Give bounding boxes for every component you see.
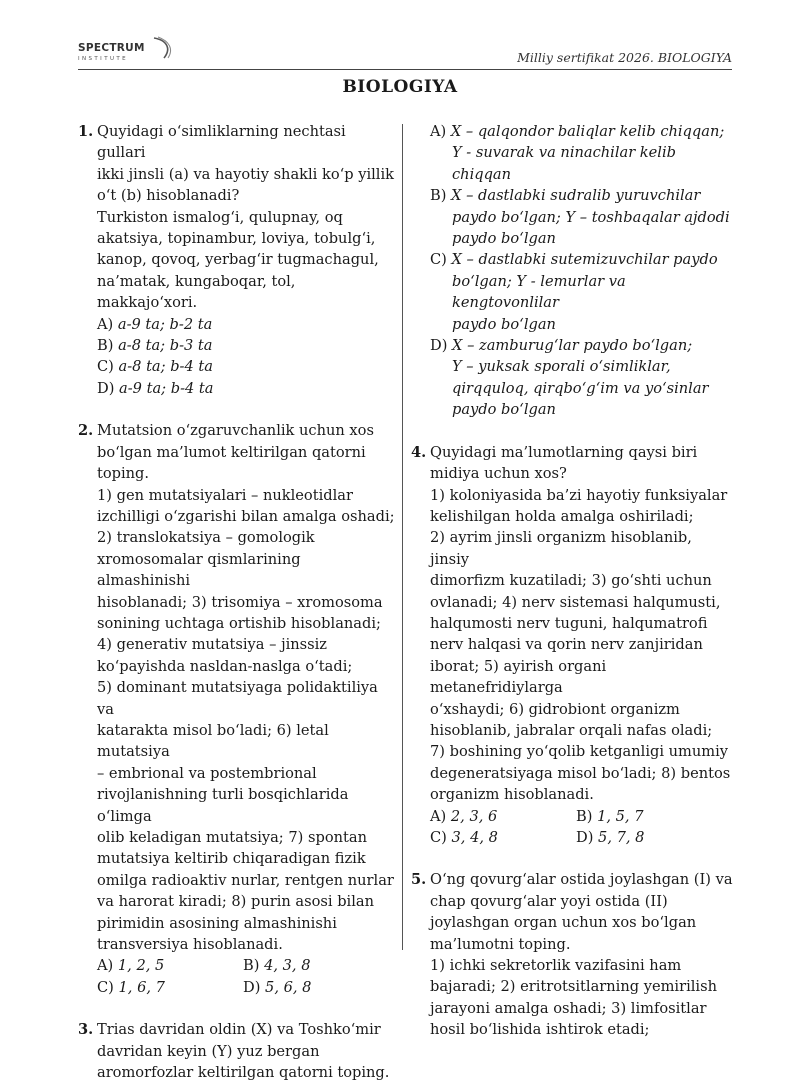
certificate-title: Milliy sertifikat 2026. BIOLOGIYA	[517, 50, 732, 65]
text-line: Quyidagi ma’lumotlarning qaysi biri	[430, 443, 698, 461]
left-column	[78, 121, 396, 1083]
option-value: 5, 7, 8	[598, 829, 645, 846]
page-header	[0, 0, 800, 80]
option-b[interactable]	[97, 335, 396, 356]
text-line: halqumosti nerv tuguni, halqumatrofi	[430, 614, 708, 632]
option-value: 1, 2, 5	[117, 957, 165, 975]
text-line: hosil bo‘lishida ishtirok etadi;	[430, 1021, 650, 1039]
text-line: Turkiston ismalog‘i, qulupnay, oq	[97, 208, 343, 226]
option-a[interactable]	[430, 806, 576, 827]
text-line: ikki jinsli (a) va hayotiy shakli ko‘p yillik	[97, 165, 394, 183]
text-line: katarakta misol bo‘ladi; 6) letal mutatsiya	[97, 721, 329, 761]
text-line: 4) generativ mutatsiya – jinssiz	[97, 636, 327, 654]
text-line: O‘ng qovurg‘alar ostida joylashgan (I) va	[430, 871, 733, 889]
question-text	[430, 869, 733, 1040]
text-line: degeneratsiyaga misol bo‘ladi; 8) bentos	[430, 764, 731, 782]
text-line: hisoblanadi; 3) trisomiya – xromosoma	[97, 593, 383, 611]
option-line: paydo bo‘lgan	[452, 315, 556, 333]
text-line: omilga radioaktiv nurlar, rentgen nurlar	[97, 871, 394, 889]
option-line: qirqquloq, qirqbo‘g‘im va yo‘sinlar	[452, 379, 709, 397]
text-line: rivojlanishning turli bosqichlarida o‘limga	[97, 786, 349, 825]
question-text	[97, 121, 396, 314]
text-line: – embrional va postembrional	[97, 764, 317, 782]
text-line: mutatsiya keltirib chiqaradigan fizik	[97, 850, 366, 868]
text-line: dimorfizm kuzatiladi; 3) go‘shti uchun	[430, 572, 712, 590]
column-divider	[402, 124, 403, 950]
option-label: A)	[430, 123, 447, 140]
question-1	[78, 121, 396, 399]
text-line: ovlanadi; 4) nerv sistemasi halqumusti,	[430, 593, 721, 611]
right-column	[411, 121, 733, 1041]
option-value: 2, 3, 6	[450, 807, 498, 825]
header-rule	[78, 69, 732, 70]
option-label: D)	[430, 337, 448, 355]
option-line: paydo bo‘lgan	[452, 401, 556, 419]
option-label: B)	[243, 957, 260, 975]
option-c[interactable]	[430, 249, 733, 335]
text-line: chap qovurg‘alar yoyi ostida (II)	[430, 892, 668, 910]
option-line: Y - suvarak va ninachilar kelib chiqqan	[452, 144, 676, 183]
option-value: a-8 ta; b-4 ta	[118, 358, 213, 376]
text-line: izchilligi o‘zgarishi bilan amalga oshadi;	[97, 507, 395, 525]
text-line: organizm hisoblanadi.	[430, 786, 594, 804]
option-a[interactable]	[97, 955, 243, 976]
option-value: 1, 6, 7	[118, 978, 165, 996]
text-line: midiya uchun xos?	[430, 465, 567, 483]
option-line: bo‘lgan; Y - lemurlar va kengtovonlilar	[452, 272, 626, 312]
option-label: D)	[243, 978, 261, 996]
option-label: B)	[576, 807, 593, 825]
option-label: D)	[576, 829, 594, 846]
text-line: Mutatsion o‘zgaruvchanlik uchun xos	[97, 422, 374, 440]
option-line: X – qalqondor baliqlar kelib chiqqan;	[450, 123, 725, 140]
text-line: Quyidagi o‘simliklarning nechtasi gullari	[97, 123, 346, 162]
question-number: 2.	[78, 422, 94, 440]
text-line: 5) dominant mutatsiyaga polidaktiliya va	[97, 679, 378, 718]
text-line: ko‘payishda nasldan-naslga o‘tadi;	[97, 657, 353, 675]
option-value: 5, 6, 8	[265, 978, 312, 996]
question-number: 3.	[78, 1021, 94, 1039]
option-value: a-9 ta; b-4 ta	[119, 379, 214, 397]
option-label: C)	[97, 358, 114, 376]
page-title: BIOLOGIYA	[342, 77, 458, 97]
option-label: C)	[97, 978, 114, 996]
option-d[interactable]	[576, 827, 722, 848]
text-line: va harorat kiradi; 8) purin asosi bilan	[97, 893, 374, 911]
option-line: X – zamburug‘lar paydo bo‘lgan;	[452, 337, 693, 355]
option-label: A)	[430, 807, 447, 825]
text-line: xromosomalar qismlarining almashinishi	[97, 550, 301, 590]
text-line: transversiya hisoblanadi.	[97, 936, 283, 954]
option-b[interactable]	[576, 806, 722, 827]
question-5	[411, 869, 733, 1040]
text-line: sonining uchtaga ortishib hisoblanadi;	[97, 614, 381, 632]
logo-subtext: INSTITUTE	[78, 56, 129, 62]
question-text	[97, 1019, 396, 1083]
text-line: 2) ayrim jinsli organizm hisoblanib, jinsiy	[430, 529, 692, 568]
option-value: a-9 ta; b-2 ta	[117, 315, 213, 333]
option-label: B)	[430, 187, 447, 205]
option-line: paydo bo‘lgan; Y – toshbaqalar ajdodi	[452, 208, 730, 226]
option-a[interactable]	[430, 121, 733, 185]
question-3	[78, 1019, 396, 1083]
option-label: A)	[97, 957, 114, 975]
answer-options	[430, 806, 733, 849]
text-line: o‘t (b) hisoblanadi?	[97, 187, 240, 205]
option-value: 1, 5, 7	[597, 807, 644, 825]
text-line: bo‘lgan ma’lumot keltirilgan qatorni	[97, 443, 366, 461]
option-line: X – dastlabki sutemizuvchilar paydo	[451, 251, 718, 269]
option-value: 3, 4, 8	[451, 829, 498, 846]
text-line: 7) boshining yo‘qolib ketganligi umumiy	[430, 743, 729, 761]
question-3-options	[411, 121, 733, 421]
option-line: X – dastlabki sudralib yuruvchilar	[451, 187, 701, 205]
option-line: paydo bo‘lgan	[452, 230, 556, 248]
text-line: jarayoni amalga oshadi; 3) limfositlar	[430, 999, 707, 1017]
option-d[interactable]	[243, 977, 389, 998]
option-b[interactable]	[243, 955, 389, 976]
text-line: toping.	[97, 465, 150, 483]
option-c[interactable]	[430, 827, 576, 848]
option-label: B)	[97, 337, 114, 355]
question-number: 5.	[411, 871, 427, 889]
option-d[interactable]	[430, 335, 733, 421]
option-d[interactable]	[97, 378, 396, 399]
question-2	[78, 420, 396, 998]
answer-options	[97, 955, 396, 998]
text-line: akatsiya, topinambur, loviya, tobulg‘i,	[97, 230, 376, 248]
logo-swoosh-icon	[152, 36, 174, 60]
option-label: D)	[97, 379, 115, 397]
question-number: 4.	[411, 443, 427, 461]
text-line: 1) koloniyasida ba’zi hayotiy funksiyalar	[430, 486, 728, 504]
text-line: ma’lumotni toping.	[430, 935, 571, 953]
spectrum-logo	[78, 40, 178, 66]
text-line: o‘xshaydi; 6) gidrobiont organizm	[430, 700, 680, 718]
question-text	[430, 442, 733, 806]
text-line: na’matak, kungaboqar, tol, makkajo‘xori.	[97, 272, 296, 312]
option-label: C)	[430, 829, 447, 846]
text-line: Trias davridan oldin (X) va Toshko‘mir	[97, 1021, 381, 1039]
text-line: 1) gen mutatsiyalari – nukleotidlar	[97, 486, 353, 504]
option-c[interactable]	[97, 977, 243, 998]
option-c[interactable]	[97, 356, 396, 377]
text-line: nerv halqasi va qorin nerv zanjiridan	[430, 636, 703, 654]
option-label: A)	[97, 315, 114, 333]
text-line: kelishilgan holda amalga oshiriladi;	[430, 507, 694, 525]
text-line: 2) translokatsiya – gomologik	[97, 529, 315, 547]
question-text	[97, 420, 396, 955]
text-line: pirimidin asosining almashinishi	[97, 914, 337, 932]
option-line: Y – yuksak sporali o‘simliklar,	[452, 358, 671, 376]
text-line: iborat; 5) ayirish organi metanefridiylarga	[430, 657, 607, 697]
text-line: kanop, qovoq, yerbag‘ir tugmachagul,	[97, 251, 379, 269]
text-line: joylashgan organ uchun xos bo‘lgan	[430, 914, 697, 932]
text-line: 1) ichki sekretorlik vazifasini ham	[430, 957, 682, 975]
question-4	[411, 442, 733, 849]
option-b[interactable]	[430, 185, 733, 249]
logo-text: SPECTRUM	[78, 42, 145, 54]
option-value: a-8 ta; b-3 ta	[118, 337, 213, 355]
text-line: davridan keyin (Y) yuz bergan	[97, 1042, 320, 1060]
text-line: hisoblanib, jabralar orqali nafas oladi;	[430, 721, 713, 739]
option-label: C)	[430, 251, 447, 269]
text-line: olib keladigan mutatsiya; 7) spontan	[97, 829, 367, 846]
option-value: 4, 3, 8	[264, 957, 311, 975]
text-line: bajaradi; 2) eritrotsitlarning yemirilish	[430, 978, 717, 996]
text-line: aromorfozlar keltirilgan qatorni toping.	[97, 1064, 390, 1082]
question-number: 1.	[78, 123, 94, 140]
option-a[interactable]	[97, 314, 396, 335]
answer-options	[97, 314, 396, 400]
